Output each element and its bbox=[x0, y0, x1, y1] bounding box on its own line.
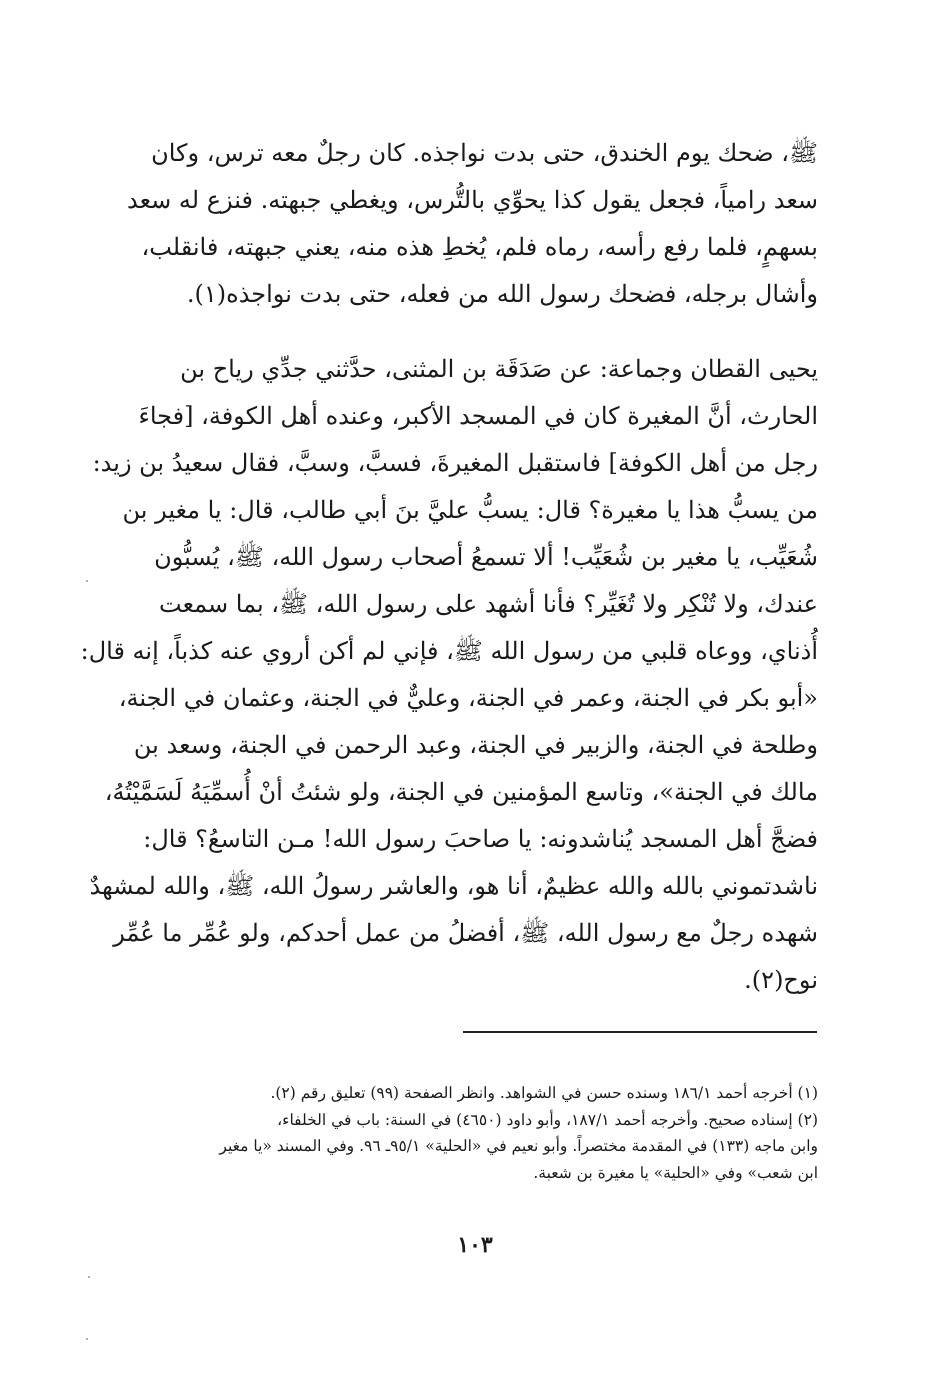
text-line: سعد رامياً، فجعل يقول كذا يحوِّي بالتُّرس، ويغطي جبهته. فنزع له سعد bbox=[126, 186, 818, 214]
text-line: «أبو بكر في الجنة، وعمر في الجنة، وعليٌّ في الجنة، وعثمان في الجنة، bbox=[118, 684, 818, 712]
text-line: فضجَّ أهل المسجد يُناشدونه: يا صاحبَ رسول الله! مـن التاسعُ؟ قال: bbox=[143, 825, 818, 853]
scan-speck bbox=[86, 580, 88, 582]
footnote-line: (١) أخرجه أحمد ١٨٦/١ وسنده حسن في الشواهد. وانظر الصفحة (٩٩) تعليق رقم (٢). bbox=[270, 1084, 818, 1102]
text-line: نوح(٢). bbox=[744, 966, 818, 994]
text-line: مالك في الجنة»، وتاسع المؤمنين في الجنة، ولو شئتُ أنْ أُسمِّيَهُ لَسَمَّيْتُهُ، bbox=[104, 778, 818, 806]
footnote-line: وابن ماجه (١٣٣) في المقدمة مختصراً. وأبو نعيم في «الحلية» ٩٥/١ـ ٩٦. وفي المسند «يا مغير bbox=[219, 1137, 818, 1155]
page-number: ١٠٣ bbox=[457, 1232, 493, 1258]
text-line: عندك، ولا تُنْكِر ولا تُغَيِّر؟ فأنا أشهد على رسول الله، ﷺ، بما سمعت bbox=[159, 590, 818, 618]
text-line: وطلحة في الجنة، والزبير في الجنة، وعبد الرحمن في الجنة، وسعد بن bbox=[133, 731, 818, 759]
scan-speck bbox=[88, 1276, 90, 1278]
text-line: شُعَيِّب، يا مغير بن شُعَيِّب! ألا تسمعُ أصحاب رسول الله، ﷺ، يُسبُّون bbox=[154, 543, 818, 571]
footnote-separator bbox=[463, 1031, 817, 1033]
text-line: من يسبُّ هذا يا مغيرة؟ قال: يسبُّ عليَّ بنَ أبي طالب، قال: يا مغير بن bbox=[122, 496, 818, 524]
text-line: بسهمٍ، فلما رفع رأسه، رماه فلم، يُخطِ هذه منه، يعني جبهته، فانقلب، bbox=[141, 233, 818, 261]
text-line: ﷺ، ضحك يوم الخندق، حتى بدت نواجذه. كان رجلٌ معه ترس، وكان bbox=[151, 139, 818, 167]
text-line: رجل من أهل الكوفة] فاستقبل المغيرةَ، فسبَّ، وسبَّ، فقال سعيدُ بن زيد: bbox=[92, 449, 818, 477]
text-line: أُذناي، ووعاه قلبي من رسول الله ﷺ، فإني لم أكن أروي عنه كذباً، إنه قال: bbox=[80, 637, 818, 665]
footnote-line: ابن شعب» وفي «الحلية» يا مغيرة بن شعبة. bbox=[533, 1163, 818, 1182]
footnotes bbox=[158, 1080, 818, 1186]
text-line: شهده رجلٌ مع رسول الله، ﷺ، أفضلُ من عمل أحدكم، ولو عُمِّر ما عُمِّر bbox=[113, 919, 818, 947]
text-line: الحارث، أنَّ المغيرة كان في المسجد الأكبر، وعنده أهل الكوفة، [فجاءَ bbox=[138, 402, 818, 430]
paragraph-1 bbox=[126, 130, 818, 318]
text-line: وأشال برجله، فضحك رسول الله من فعله، حتى بدت نواجذه(١). bbox=[186, 280, 818, 308]
paragraph-2 bbox=[80, 346, 818, 1004]
footnote-line: (٢) إسناده صحيح. وأخرجه أحمد ١٨٧/١، وأبو داود (٤٦٥٠) في السنة: باب في الخلفاء، bbox=[277, 1110, 818, 1129]
text-line: يحيى القطان وجماعة: عن صَدَقَة بن المثنى، حدَّثني جدِّي رياح بن bbox=[180, 355, 818, 383]
text-line: ناشدتموني بالله والله عظيمٌ، أنا هو، والعاشر رسولُ الله، ﷺ، والله لمشهدٌ bbox=[89, 872, 818, 900]
scan-speck bbox=[86, 1338, 88, 1340]
